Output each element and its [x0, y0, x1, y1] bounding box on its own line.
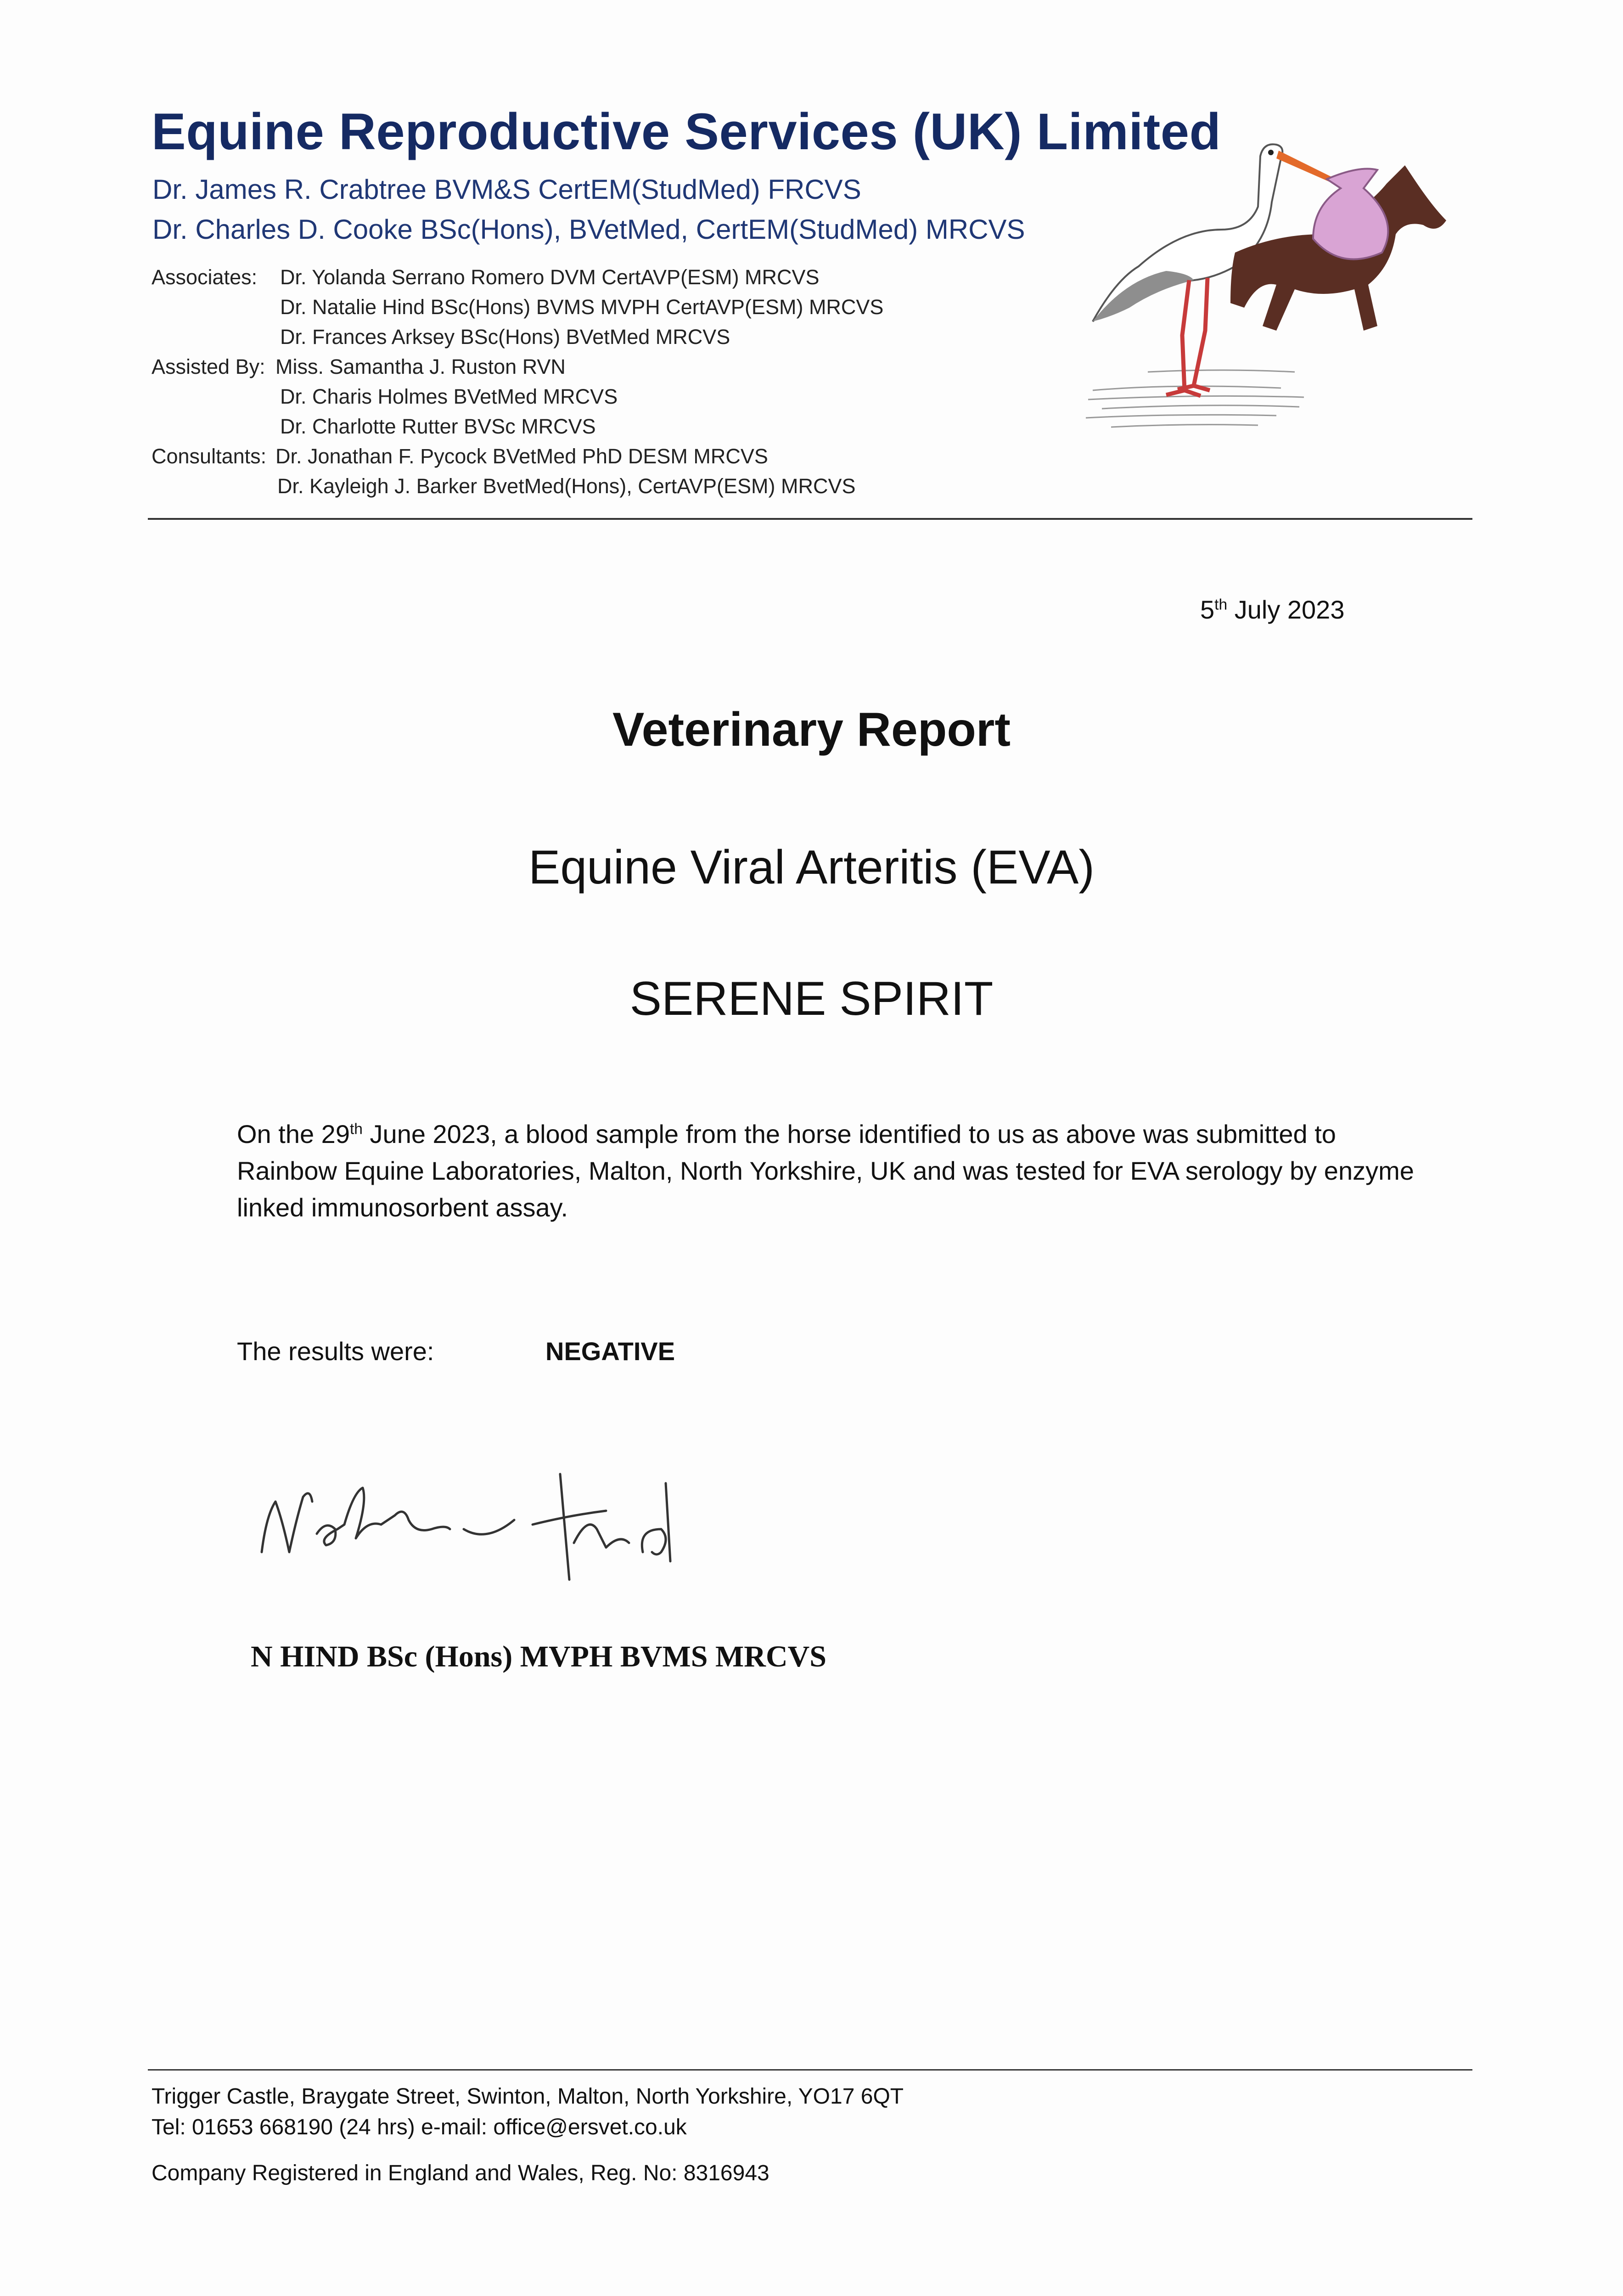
signature-image: [257, 1460, 817, 1589]
staff-name: Dr. Charlotte Rutter BVSc MRCVS: [280, 415, 596, 438]
staff-name: Dr. Jonathan F. Pycock BVetMed PhD DESM MRCVS: [275, 445, 768, 468]
stork-legs: [1166, 278, 1210, 396]
director-1: Dr. James R. Crabtree BVM&S CertEM(StudMed) FRCVS: [152, 174, 861, 205]
staff-label-assisted-by: Assisted By:: [152, 355, 265, 378]
signatory-name: N HIND BSc (Hons) MVPH BVMS MRCVS: [251, 1640, 826, 1673]
staff-name: Miss. Samantha J. Ruston RVN: [275, 355, 566, 378]
footer-registration: Company Registered in England and Wales, Reg. No: 8316943: [152, 2161, 769, 2185]
report-body: On the 29th June 2023, a blood sample from the horse identified to us as above was submitted to Rainbow Equine Laboratories, Malton, North Yorkshire, UK and was tested for EVA serology by enzyme linked immunosorbent assay.: [237, 1120, 1414, 1222]
staff-label-consultants: Consultants:: [152, 445, 267, 468]
staff-name: Dr. Kayleigh J. Barker BvetMed(Hons), CertAVP(ESM) MRCVS: [277, 474, 856, 498]
director-2: Dr. Charles D. Cooke BSc(Hons), BVetMed, CertEM(StudMed) MRCVS: [152, 214, 1025, 245]
staff-name: Dr. Frances Arksey BSc(Hons) BVetMed MRCVS: [280, 325, 730, 349]
footer-divider: [148, 2069, 1472, 2071]
report-title: Veterinary Report: [612, 703, 1011, 756]
staff-label-associates: Associates:: [152, 265, 258, 289]
header-divider: [148, 518, 1472, 520]
footer-contact: Tel: 01653 668190 (24 hrs) e-mail: office@ersvet.co.uk: [152, 2115, 687, 2139]
company-name: Equine Reproductive Services (UK) Limited: [152, 103, 1221, 160]
staff-name: Dr. Natalie Hind BSc(Hons) BVMS MVPH CertAVP(ESM) MRCVS: [280, 295, 884, 319]
results-label: The results were:: [237, 1337, 434, 1366]
stork-eye: [1268, 150, 1274, 155]
horse-name: SERENE SPIRIT: [629, 972, 994, 1025]
footer-address: Trigger Castle, Braygate Street, Swinton, Malton, North Yorkshire, YO17 6QT: [152, 2084, 904, 2109]
baby-bundle-shape: [1313, 169, 1388, 259]
report-subtitle: Equine Viral Arteritis (EVA): [528, 841, 1095, 894]
staff-name: Dr. Charis Holmes BVetMed MRCVS: [280, 385, 618, 408]
report-date: 5th July 2023: [1200, 595, 1345, 624]
staff-name: Dr. Yolanda Serrano Romero DVM CertAVP(ESM) MRCVS: [280, 265, 820, 289]
stork-horse-logo: [1084, 115, 1474, 436]
results-value: NEGATIVE: [545, 1337, 675, 1366]
